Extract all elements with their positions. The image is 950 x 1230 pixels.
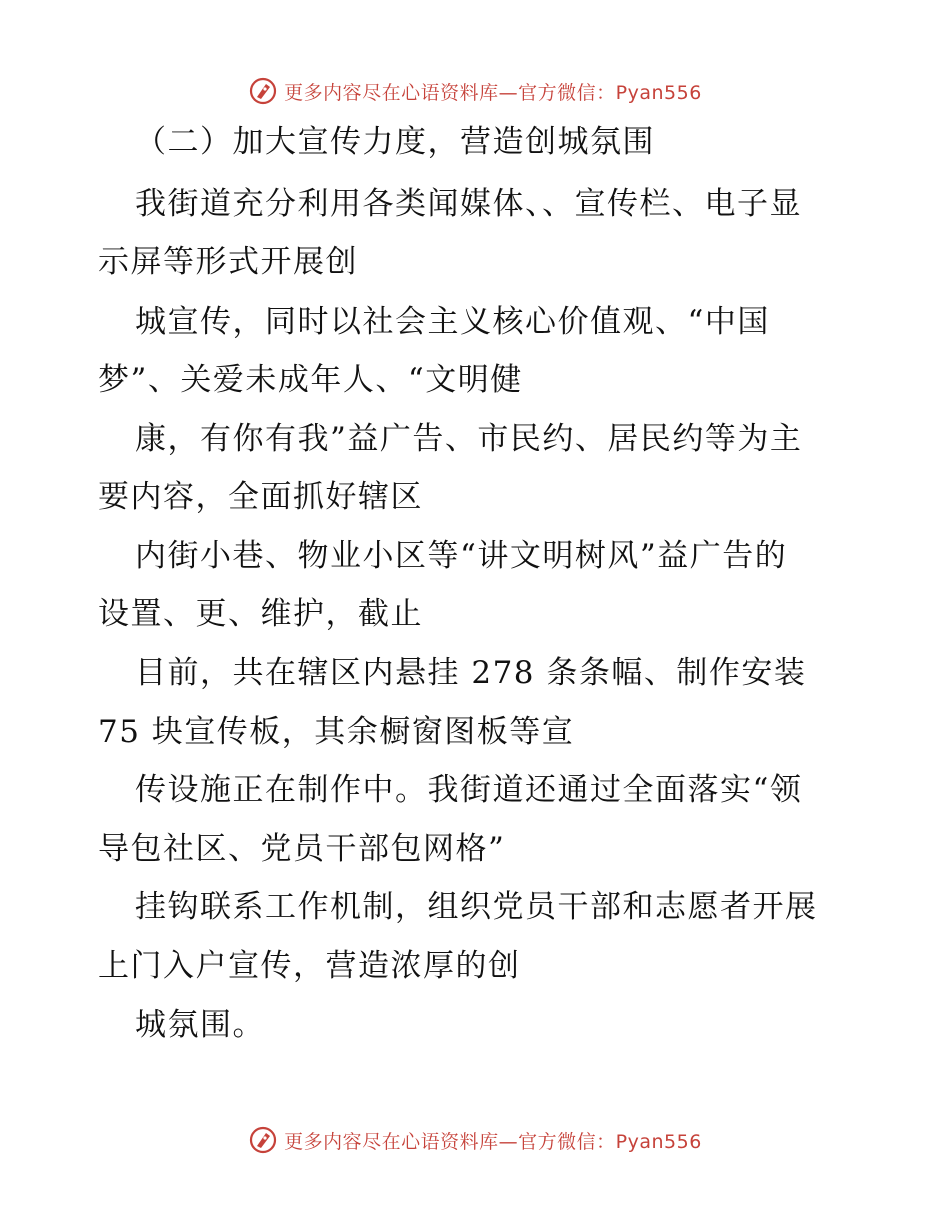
paragraph-line: 梦”、关爱未成年人、“文明健 — [98, 362, 523, 398]
paragraph-line: 要内容，全面抓好辖区 — [98, 479, 423, 515]
banner-text: 更多内容尽在心语资料库—官方微信：Pyan556 — [284, 1130, 702, 1153]
paragraph-line: 设置、更、维护，截止 — [98, 596, 423, 632]
paragraph-line: 示屏等形式开展创 — [98, 244, 358, 280]
paragraph-line: 我街道充分利用各类闻媒体、、宣传栏、电子显 — [135, 186, 802, 222]
paragraph-line: 上门入户宣传，营造浓厚的创 — [98, 948, 521, 984]
paragraph-line: 内街小巷、物业小区等“讲文明树风”益广告的 — [135, 538, 788, 574]
paragraph-line: 城宣传，同时以社会主义核心价值观、“中国 — [135, 304, 770, 340]
paragraph-line: 75 块宣传板，其余橱窗图板等宣 — [98, 714, 575, 750]
paragraph-line: 目前，共在辖区内悬挂 278 条条幅、制作安装 — [135, 655, 807, 691]
paragraph-line: 城氛围。 — [135, 1007, 265, 1043]
section-heading: （二）加大宣传力度，营造创城氛围 — [135, 124, 655, 160]
pen-nib-logo-icon — [248, 1125, 278, 1155]
header-banner — [0, 71, 950, 111]
paragraph-line: 传设施正在制作中。我街道还通过全面落实“领 — [135, 772, 803, 808]
banner-text: 更多内容尽在心语资料库—官方微信：Pyan556 — [284, 81, 702, 104]
paragraph-line: 康，有你有我”益广告、市民约、居民约等为主 — [135, 421, 803, 457]
paragraph-line: 导包社区、党员干部包网格” — [98, 831, 506, 867]
pen-nib-logo-icon — [248, 76, 278, 106]
paragraph-line: 挂钩联系工作机制，组织党员干部和志愿者开展 — [135, 889, 818, 925]
footer-banner — [0, 1120, 950, 1160]
